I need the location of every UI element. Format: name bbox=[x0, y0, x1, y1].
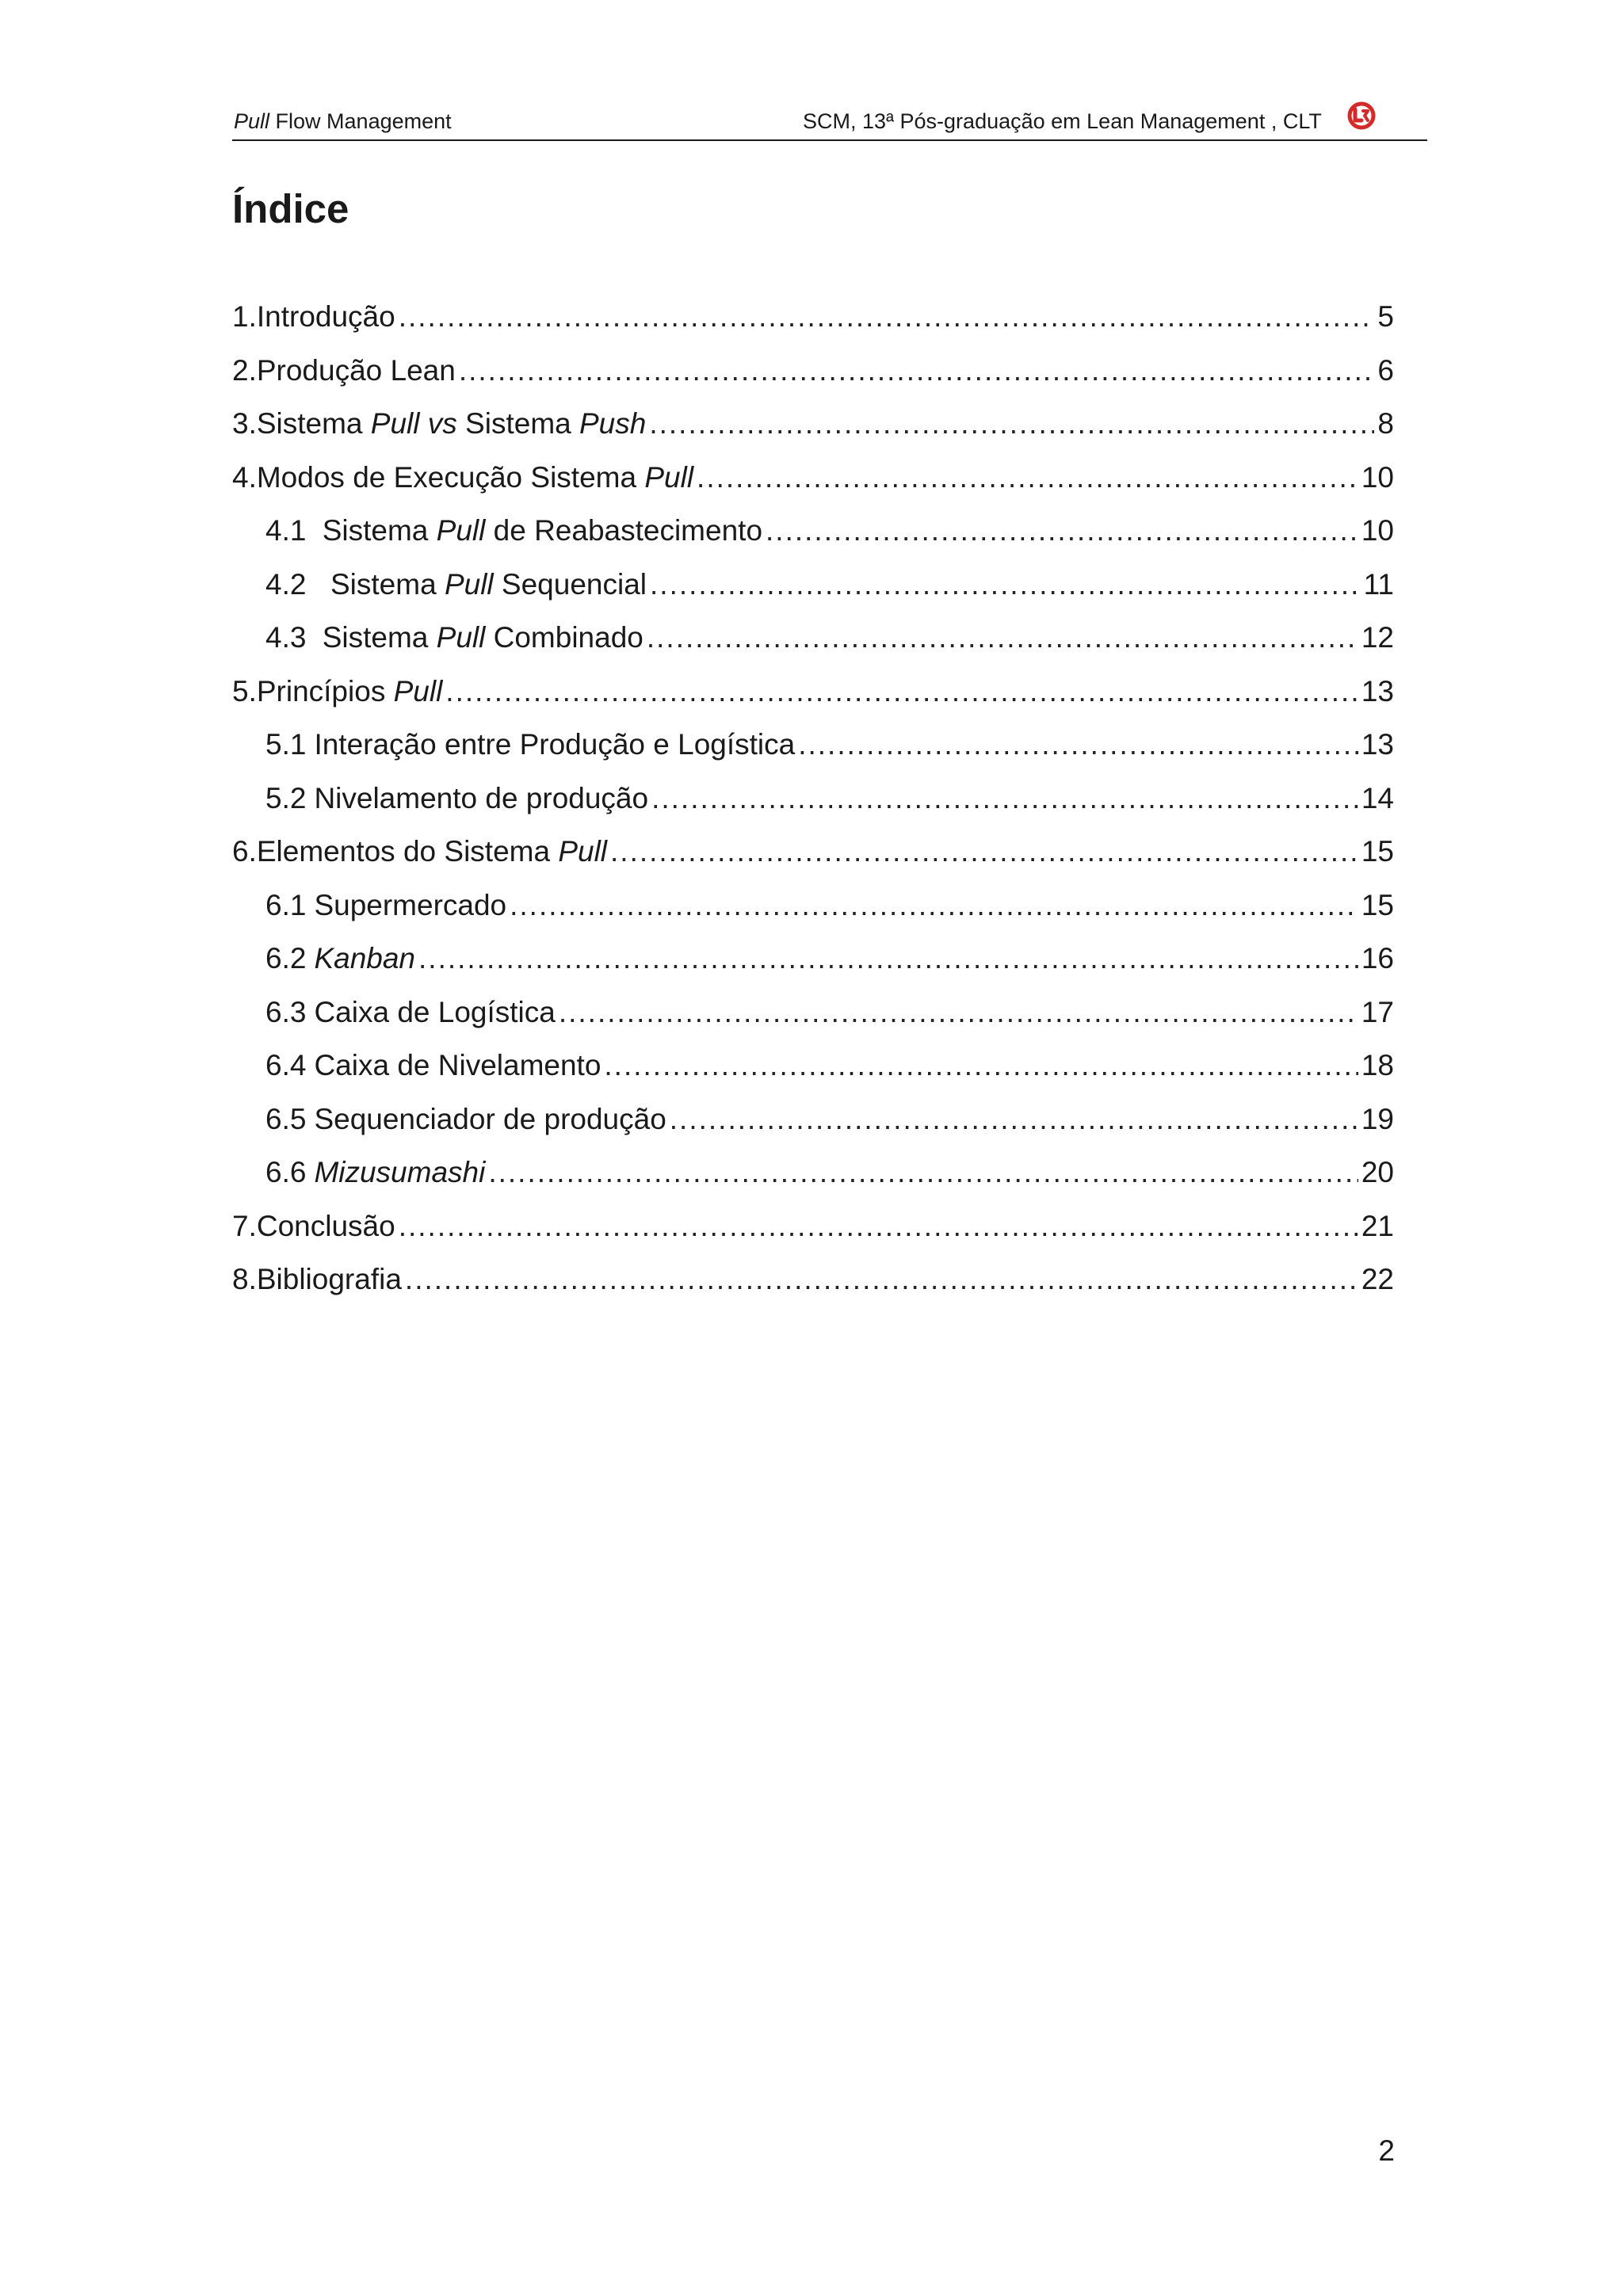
toc-entry[interactable] bbox=[232, 565, 1394, 619]
toc-entry-title bbox=[257, 1260, 402, 1299]
toc-entry-title-part: Push bbox=[579, 407, 647, 440]
toc-entry-page: 13 bbox=[1361, 728, 1394, 761]
toc-entry-number: 6.3 bbox=[265, 995, 307, 1028]
toc-entry-title-part: Pull vs bbox=[370, 407, 457, 440]
toc-dot-leader bbox=[649, 404, 1374, 444]
page-title: Índice bbox=[232, 186, 349, 231]
toc-entry-title-part: Introdução bbox=[256, 300, 395, 333]
toc-entry-title-part: Pull bbox=[558, 835, 608, 868]
toc-entry-page: 5 bbox=[1377, 300, 1394, 333]
toc-dot-leader bbox=[559, 993, 1358, 1032]
toc-entry-title bbox=[314, 779, 648, 818]
toc-entry-title-part: Sistema bbox=[456, 407, 579, 440]
toc-dot-leader bbox=[651, 779, 1358, 818]
toc-entry-title-part: Pull bbox=[444, 567, 494, 601]
toc-entry-page: 10 bbox=[1361, 514, 1394, 547]
toc-entry-number: 5.2 bbox=[265, 781, 307, 814]
toc-dot-leader bbox=[650, 565, 1361, 605]
toc-entry-title bbox=[314, 939, 415, 978]
header-title-rest: Flow Management bbox=[269, 109, 452, 133]
toc-entry-title bbox=[257, 832, 607, 871]
toc-entry-number: 5.1 bbox=[265, 728, 307, 761]
toc-entry-title bbox=[314, 1100, 666, 1139]
toc-dot-leader bbox=[647, 618, 1358, 658]
toc-entry-title-part: Mizusumashi bbox=[314, 1156, 486, 1188]
toc-entry-title-part: Modos de Execução Sistema bbox=[256, 460, 645, 494]
toc-entry-page: 6 bbox=[1377, 353, 1394, 387]
toc-entry-number: 5. bbox=[232, 674, 257, 707]
toc-entry-title-part: de Reabastecimento bbox=[485, 514, 763, 547]
toc-entry-title-part: Caixa de Logística bbox=[314, 995, 556, 1028]
toc-entry-title-part: Sistema bbox=[256, 407, 371, 440]
toc-dot-leader bbox=[798, 725, 1358, 765]
toc-entry-title-part: Pull bbox=[393, 674, 443, 707]
toc-entry-page: 18 bbox=[1361, 1049, 1394, 1081]
toc-entry-title bbox=[257, 404, 646, 444]
toc-entry[interactable] bbox=[232, 725, 1394, 779]
toc-entry-number: 6. bbox=[232, 835, 257, 868]
toc-dot-leader bbox=[399, 1207, 1358, 1246]
toc-entry-number: 6.1 bbox=[265, 888, 307, 921]
toc-dot-leader bbox=[697, 458, 1358, 498]
toc-entry[interactable] bbox=[232, 939, 1394, 993]
toc-entry-title-part: Interação entre Produção e Logística bbox=[314, 728, 796, 761]
toc-entry-title-part: Kanban bbox=[314, 942, 416, 974]
toc-dot-leader bbox=[405, 1260, 1358, 1299]
toc-entry-title-part: Sequenciador de produção bbox=[314, 1102, 666, 1135]
header-document-title bbox=[234, 109, 452, 134]
toc-entry-page: 13 bbox=[1361, 674, 1394, 707]
toc-entry-number: 4.3 bbox=[265, 621, 307, 654]
toc-entry-title bbox=[314, 511, 762, 551]
toc-entry[interactable] bbox=[232, 1100, 1394, 1154]
toc-entry[interactable] bbox=[232, 618, 1394, 672]
toc-entry-page: 12 bbox=[1361, 621, 1394, 654]
toc-entry[interactable] bbox=[232, 351, 1394, 405]
toc-entry-title bbox=[314, 618, 643, 658]
toc-dot-leader bbox=[610, 832, 1358, 871]
header-course-info: SCM, 13ª Pós-graduação em Lean Management , CLT bbox=[803, 109, 1322, 133]
toc-entry[interactable] bbox=[232, 1046, 1394, 1100]
toc-entry[interactable] bbox=[232, 297, 1394, 351]
toc-entry-title bbox=[314, 886, 506, 925]
toc-entry-page: 19 bbox=[1361, 1102, 1394, 1135]
toc-entry-title bbox=[257, 672, 442, 711]
toc-dot-leader bbox=[488, 1153, 1358, 1192]
toc-entry-number: 6.6 bbox=[265, 1156, 307, 1188]
toc-entry-title bbox=[257, 1207, 395, 1246]
toc-entry-number: 6.4 bbox=[265, 1049, 307, 1081]
toc-entry[interactable] bbox=[232, 1207, 1394, 1261]
toc-entry-page: 15 bbox=[1361, 835, 1394, 868]
toc-entry-number: 4. bbox=[232, 460, 257, 494]
toc-entry-page: 22 bbox=[1361, 1263, 1394, 1295]
toc-entry-title bbox=[257, 297, 395, 337]
toc-entry-number: 4.1 bbox=[265, 514, 307, 547]
toc-entry-title-part: Pull bbox=[436, 621, 486, 654]
toc-entry-page: 10 bbox=[1361, 460, 1394, 494]
toc-entry-title-part: Supermercado bbox=[314, 888, 507, 921]
toc-entry-number: 8. bbox=[232, 1263, 257, 1295]
toc-entry-title-part: Elementos do Sistema bbox=[256, 835, 559, 868]
toc-entry-page: 8 bbox=[1377, 407, 1394, 440]
toc-entry[interactable] bbox=[232, 404, 1394, 458]
toc-entry-title-part: Bibliografia bbox=[256, 1263, 402, 1295]
toc-entry-page: 14 bbox=[1361, 781, 1394, 814]
toc-entry-title bbox=[314, 993, 555, 1032]
toc-entry-title bbox=[257, 458, 693, 498]
toc-entry-number: 7. bbox=[232, 1209, 257, 1242]
toc-entry-title bbox=[314, 1046, 601, 1085]
toc-entry[interactable] bbox=[232, 458, 1394, 512]
toc-entry-number: 3. bbox=[232, 407, 257, 440]
toc-entry-title bbox=[314, 565, 647, 605]
toc-dot-leader bbox=[766, 511, 1358, 551]
page-header bbox=[232, 103, 1427, 141]
toc-entry-number: 1. bbox=[232, 300, 257, 333]
toc-entry-page: 21 bbox=[1361, 1209, 1394, 1242]
toc-dot-leader bbox=[459, 351, 1375, 391]
toc-entry-title-part: Produção Lean bbox=[256, 353, 456, 387]
toc-entry-page: 17 bbox=[1361, 995, 1394, 1028]
toc-entry-title-part: Sequencial bbox=[493, 567, 647, 601]
toc-entry-page: 11 bbox=[1363, 567, 1394, 601]
toc-entry-title-part: Conclusão bbox=[256, 1209, 395, 1242]
toc-dot-leader bbox=[399, 297, 1375, 337]
toc-entry-number: 2. bbox=[232, 353, 257, 387]
toc-entry-page: 20 bbox=[1361, 1156, 1394, 1188]
header-title-italic: Pull bbox=[234, 109, 270, 133]
toc-entry[interactable] bbox=[232, 886, 1394, 940]
toc-entry-title-part: Combinado bbox=[485, 621, 643, 654]
toc-dot-leader bbox=[510, 886, 1358, 925]
toc-entry-page: 16 bbox=[1361, 942, 1394, 974]
toc-entry[interactable] bbox=[232, 511, 1394, 565]
toc-entry-title-part: Sistema bbox=[314, 621, 437, 654]
toc-entry-number: 6.2 bbox=[265, 942, 307, 974]
toc-entry[interactable] bbox=[232, 1260, 1394, 1314]
toc-entry-title bbox=[257, 351, 456, 391]
toc-dot-leader bbox=[604, 1046, 1358, 1085]
toc-entry[interactable] bbox=[232, 1153, 1394, 1207]
toc-entry-title-part: Nivelamento de produção bbox=[314, 781, 649, 814]
toc-entry-title-part: Pull bbox=[436, 514, 486, 547]
toc-entry-title-part: Princípios bbox=[256, 674, 394, 707]
toc-dot-leader bbox=[670, 1100, 1358, 1139]
toc-entry-number: 4.2 bbox=[265, 567, 307, 601]
toc-entry-title-part: Pull bbox=[644, 460, 694, 494]
toc-entry[interactable] bbox=[232, 993, 1394, 1047]
toc-dot-leader bbox=[445, 672, 1358, 711]
toc-entry[interactable] bbox=[232, 672, 1394, 726]
toc-entry-title-part: Caixa de Nivelamento bbox=[314, 1049, 601, 1081]
lean-logo-icon bbox=[1346, 100, 1377, 132]
toc-entry-title bbox=[314, 1153, 485, 1192]
page-number: 2 bbox=[1378, 2134, 1395, 2167]
toc-entry-title bbox=[314, 725, 795, 765]
toc-entry-title-part: Sistema bbox=[314, 514, 437, 547]
toc-entry[interactable] bbox=[232, 779, 1394, 833]
table-of-contents bbox=[232, 297, 1394, 1314]
toc-dot-leader bbox=[418, 939, 1358, 978]
toc-entry[interactable] bbox=[232, 832, 1394, 886]
toc-entry-page: 15 bbox=[1361, 888, 1394, 921]
toc-entry-number: 6.5 bbox=[265, 1102, 307, 1135]
toc-entry-title-part: Sistema bbox=[314, 567, 445, 601]
